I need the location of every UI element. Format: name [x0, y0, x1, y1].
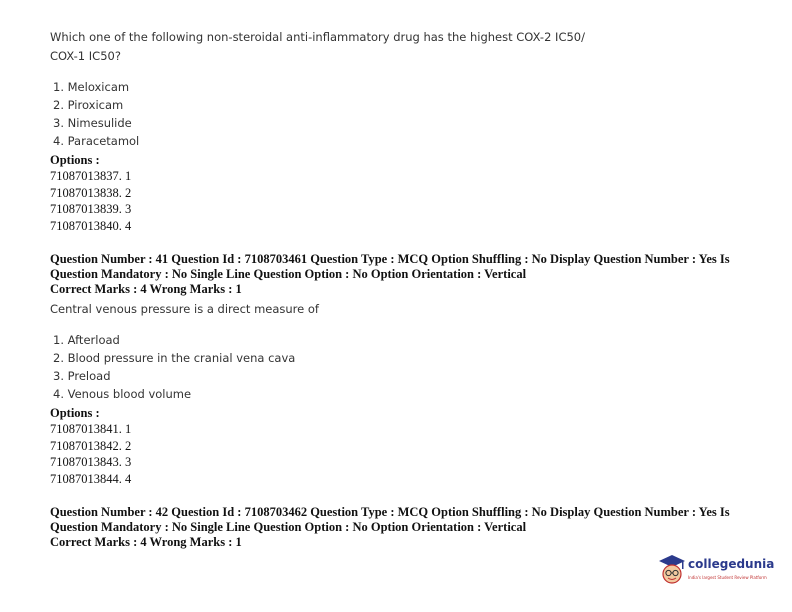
option-id: 71087013837. 1 — [50, 169, 132, 183]
option-id-list — [50, 421, 750, 487]
option-id: 71087013840. 4 — [50, 218, 132, 233]
option-id: 71087013839. 3 — [50, 202, 132, 216]
options-label: Options : — [50, 153, 100, 167]
choice-list — [53, 78, 750, 150]
choice-item: 4. Venous blood volume — [53, 387, 192, 401]
option-id: 71087013844. 4 — [50, 471, 132, 486]
question-text: Central venous pressure is a direct measure of — [50, 302, 319, 316]
choice-item: 2. Piroxicam — [53, 98, 124, 112]
question-42 — [50, 505, 750, 550]
option-id: 71087013838. 2 — [50, 185, 132, 200]
graduate-mascot-icon — [658, 553, 686, 587]
choice-item: 3. Nimesulide — [53, 116, 132, 130]
choice-item: 1. Meloxicam — [53, 80, 130, 94]
marks: Correct Marks : 4 Wrong Marks : 1 — [50, 282, 242, 296]
question-meta: Question Number : 41 Question Id : 7108703461 Question Type : MCQ Option Shuffling : No Display Question Number : Yes Is Question Mandatory : No Single Line Question Option : No Option Orientation : Vertical Correct Marks : 4 Wrong Marks : 1 — [50, 252, 750, 297]
question-prev — [50, 28, 750, 234]
question-text: Which one of the following non-steroidal anti-inflammatory drug has the highest COX-2 IC50/ COX-1 IC50? — [50, 30, 585, 63]
choice-item: 4. Paracetamol — [53, 134, 140, 148]
option-id: 71087013843. 3 — [50, 455, 132, 469]
option-id-list — [50, 168, 750, 234]
logo-wordmark: collegedunia — [688, 557, 775, 571]
choice-list — [53, 331, 750, 403]
question-meta: Question Number : 42 Question Id : 7108703462 Question Type : MCQ Option Shuffling : No Display Question Number : Yes Is Question Mandatory : No Single Line Question Option : No Option Orientation : Vertical Correct Marks : 4 Wrong Marks : 1 — [50, 505, 750, 550]
exam-page — [50, 28, 750, 550]
marks: Correct Marks : 4 Wrong Marks : 1 — [50, 535, 242, 549]
logo-tagline: India's largest Student Review Platform — [688, 575, 767, 580]
options-label: Options : — [50, 406, 100, 420]
collegedunia-logo — [658, 553, 775, 589]
option-id: 71087013841. 1 — [50, 422, 132, 436]
choice-item: 3. Preload — [53, 369, 111, 383]
choice-item: 1. Afterload — [53, 333, 120, 347]
option-id: 71087013842. 2 — [50, 438, 132, 453]
question-41 — [50, 252, 750, 487]
choice-item: 2. Blood pressure in the cranial vena cava — [53, 351, 296, 365]
